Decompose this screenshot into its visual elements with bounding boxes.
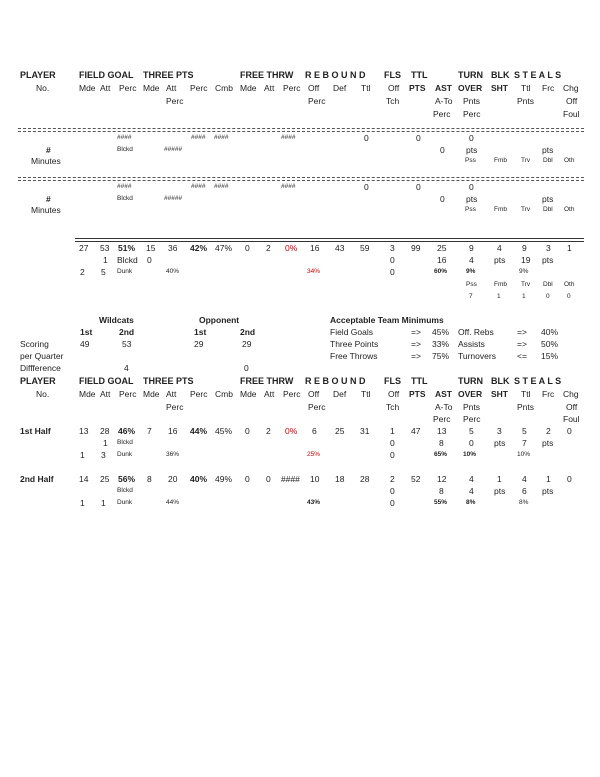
stat-cell: 0 [469,133,474,143]
stat-cell: ##### [164,146,183,153]
stat-cell: Opponent [199,315,240,325]
stat-cell: Off [566,96,578,106]
totals-line [75,241,584,242]
stat-cell: 0 [546,293,550,300]
stat-cell: 0% [285,426,298,436]
stat-cell: Foul [563,414,580,424]
stat-cell: #### [191,183,206,190]
stat-cell: Off. Rebs [458,327,494,337]
stat-cell: pts [466,145,478,155]
stat-cell: Trv [521,157,531,164]
stat-cell: Perc [119,389,137,399]
stat-cell: 25% [307,451,321,458]
stat-cell: Off [388,389,400,399]
stat-cell: pts [542,486,554,496]
stat-cell: Turnovers [458,351,496,361]
stat-cell: A-To [435,402,453,412]
stat-cell: THREE PTS [143,376,194,386]
stat-cell: No. [36,83,50,93]
stat-cell: 2nd Half [20,474,54,484]
stat-cell: 29 [194,339,204,349]
stat-cell: 27 [79,243,89,253]
stat-cell: 53 [100,243,110,253]
stat-cell: Def [333,83,347,93]
stat-cell: PLAYER [20,70,56,80]
stat-cell: Dunk [117,451,133,458]
stat-cell: Frc [542,83,555,93]
stat-cell: Diffference [20,363,61,373]
stat-cell: Perc [463,109,481,119]
stat-cell: 2 [80,267,85,277]
stat-cell: 5 [522,426,527,436]
stat-cell: SHT [491,389,508,399]
stat-cell: Perc [308,402,326,412]
stat-cell: Tch [386,96,400,106]
stat-cell: Perc [166,402,184,412]
stat-cell: 4 [469,474,474,484]
stat-cell: 0 [440,194,445,204]
stat-cell: 12 [437,474,447,484]
stat-cell: 13 [437,426,447,436]
stat-cell: 52 [411,474,421,484]
stat-cell: #### [214,134,229,141]
stat-cell: AST [435,389,452,399]
stat-cell: TTL [411,376,428,386]
stat-cell: 4 [469,255,474,265]
stat-cell: 1 [101,498,106,508]
stat-cell: PTS [409,389,426,399]
stat-cell: Blckd [117,146,133,153]
stat-cell: 10% [517,451,531,458]
stat-cell: Perc [308,96,326,106]
stat-cell: Off [566,402,578,412]
stat-cell: 8% [466,499,476,506]
stat-cell: R E B O U N D [305,376,366,386]
stat-cell: 25 [335,426,345,436]
stat-cell: 2 [390,474,395,484]
stat-cell: 19 [521,255,531,265]
stat-cell: Off [388,83,400,93]
stat-cell: 0 [567,426,572,436]
stat-cell: Fmb [494,157,507,164]
stat-cell: 0 [390,486,395,496]
stat-cell: Wildcats [99,315,134,325]
stat-cell: FLS [384,70,401,80]
stat-cell: TTL [411,70,428,80]
stat-cell: 7 [522,438,527,448]
stat-cell: 3 [497,426,502,436]
stat-cell: R E B O U N D [305,70,366,80]
stat-cell: Blckd [117,487,133,494]
stat-cell: pts [494,438,506,448]
stat-cell: 16 [310,243,320,253]
stat-cell: Oth [564,281,575,288]
stat-cell: 1 [390,426,395,436]
divider-line [18,128,584,129]
stat-cell: 1st [194,327,207,337]
stat-cell: 4 [522,474,527,484]
stat-cell: #### [191,134,206,141]
stat-cell: Perc [283,83,301,93]
stat-cell: Ttl [521,389,531,399]
stat-cell: Perc [433,414,451,424]
stat-cell: => [411,351,421,361]
stat-cell: 15% [541,351,559,361]
stat-cell: pts [542,145,554,155]
stat-cell: 2 [266,243,271,253]
stat-cell: 3 [546,243,551,253]
stat-cell: Perc [433,109,451,119]
stat-cell: #### [281,183,296,190]
stat-cell: 0% [285,243,298,253]
stat-cell: Att [166,83,177,93]
stat-cell: Dbl [543,157,553,164]
stat-cell: 60% [434,268,448,275]
stat-cell: Ttl [361,389,371,399]
stat-cell: 5 [101,267,106,277]
stat-cell: Acceptable Team Minimums [330,315,444,325]
stat-cell: Mde [79,389,96,399]
stat-cell: PLAYER [20,376,56,386]
stat-cell: 1 [497,474,502,484]
stat-cell: 0 [416,133,421,143]
stat-cell: Mde [79,83,96,93]
stat-cell: 5 [469,426,474,436]
stat-cell: 36 [168,243,178,253]
stat-cell: 0 [469,438,474,448]
stat-cell: 6 [312,426,317,436]
stat-cell: 28 [100,426,110,436]
stat-cell: 55% [434,499,448,506]
stat-cell: 42% [190,243,208,253]
stat-cell: 29 [242,339,252,349]
stat-cell: PTS [409,83,426,93]
stat-cell: 0 [440,145,445,155]
stat-cell: 3 [390,243,395,253]
stat-cell: 18 [335,474,345,484]
stat-cell: 8 [147,474,152,484]
stat-cell: Pnts [517,402,535,412]
stat-cell: Pss [465,157,476,164]
stat-cell: 7 [147,426,152,436]
stat-cell: 36% [166,451,180,458]
stat-cell: 10% [463,451,477,458]
stat-cell: 0 [390,498,395,508]
stat-cell: 0 [245,426,250,436]
stat-cell: 45% [215,426,233,436]
stat-cell: TURN [458,376,483,386]
stat-cell: Perc [190,389,208,399]
stat-cell: Scoring [20,339,49,349]
stat-cell: 0 [390,450,395,460]
stat-cell: Ttl [361,83,371,93]
stat-cell: Fmb [494,281,507,288]
stat-cell: Pss [466,281,477,288]
stat-cell: 0 [245,243,250,253]
stat-cell: FLS [384,376,401,386]
stat-cell: Fmb [494,206,507,213]
stat-cell: 43% [307,499,321,506]
stat-cell: 9% [519,268,529,275]
stat-cell: 51% [118,243,136,253]
stat-cell: 0 [390,255,395,265]
stat-cell: SHT [491,83,508,93]
stat-cell: 0 [364,182,369,192]
stat-cell: #### [117,183,132,190]
stat-cell: 0 [266,474,271,484]
totals-line [75,238,584,239]
stat-cell: 2nd [240,327,256,337]
stat-cell: 0 [245,474,250,484]
stat-cell: FREE THRW [240,70,294,80]
stat-cell: 47 [411,426,421,436]
stat-cell: 4 [124,363,129,373]
stat-cell: Perc [166,96,184,106]
stat-cell: Chg [563,389,579,399]
stat-cell: BLK [491,376,510,386]
stat-cell: 34% [307,268,321,275]
stat-cell: => [517,327,527,337]
stat-cell: pts [542,438,554,448]
divider-line [18,177,584,178]
stat-cell: 50% [541,339,559,349]
stat-cell: pts [494,486,506,496]
stat-cell: FIELD GOAL [79,376,134,386]
stat-cell: 2nd [119,327,135,337]
stat-cell: S T E A L S [514,376,562,386]
stat-cell: 9 [522,243,527,253]
stat-cell: #### [281,134,296,141]
stat-cell: OVER [458,389,483,399]
stat-cell: THREE PTS [143,70,194,80]
stat-cell: FREE THRW [240,376,294,386]
stat-cell: Off [308,389,320,399]
stat-cell: 1st [80,327,93,337]
stat-cell: 10 [310,474,320,484]
stat-cell: Blckd [117,195,133,202]
stat-cell: 6 [522,486,527,496]
stat-cell: 1 [103,438,108,448]
stat-cell: Cmb [215,389,233,399]
stat-cell: Dunk [117,268,133,275]
stat-cell: 1 [522,293,526,300]
stat-cell: Blckd [117,255,138,265]
stat-cell: 1 [567,243,572,253]
stat-cell: 16 [168,426,178,436]
stat-cell: 0 [469,182,474,192]
stat-cell: 40% [541,327,559,337]
stat-cell: Perc [190,83,208,93]
stat-cell: 1 [103,255,108,265]
stat-cell: 59 [360,243,370,253]
stat-cell: Mde [240,83,257,93]
stat-cell: 33% [432,339,450,349]
stat-cell: Mde [143,389,160,399]
divider-line [18,131,584,132]
stat-cell: BLK [491,70,510,80]
stat-cell: Mde [143,83,160,93]
stat-cell: 1 [80,450,85,460]
stat-cell: Three Points [330,339,379,349]
stat-cell: 0 [390,438,395,448]
stat-cell: Att [166,389,177,399]
stat-cell: Assists [458,339,485,349]
stat-cell: 0 [147,255,152,265]
stat-cell: pts [466,194,478,204]
stat-cell: # [46,145,51,155]
stat-cell: 4 [469,486,474,496]
stat-cell: 1 [80,498,85,508]
stat-cell: Att [264,389,275,399]
stat-cell: 0 [567,474,572,484]
stat-cell: Perc [119,83,137,93]
stat-cell: #### [214,183,229,190]
stat-cell: 14 [79,474,89,484]
stat-cell: 8 [439,486,444,496]
stat-cell: Free Throws [330,351,378,361]
stat-cell: 1 [497,293,501,300]
stat-cell: 4 [497,243,502,253]
stat-cell: ##### [164,195,183,202]
stat-cell: 49 [80,339,90,349]
stat-cell: Perc [283,389,301,399]
stat-cell: 25 [437,243,447,253]
stat-cell: 0 [244,363,249,373]
stat-cell: # [46,194,51,204]
stat-cell: #### [281,474,300,484]
stat-cell: 9 [469,243,474,253]
stat-cell: 15 [146,243,156,253]
stat-cell: Pss [465,206,476,213]
stat-cell: A-To [435,96,453,106]
stat-cell: 99 [411,243,421,253]
stat-cell: 40% [166,268,180,275]
stat-cell: Field Goals [330,327,373,337]
stat-cell: Blckd [117,439,133,446]
stat-cell: Oth [564,157,575,164]
stat-cell: pts [542,255,554,265]
stat-cell: => [411,327,421,337]
stat-cell: 0 [364,133,369,143]
stat-cell: Oth [564,206,575,213]
stat-cell: 13 [79,426,89,436]
stat-cell: 75% [432,351,450,361]
stat-cell: 7 [469,293,473,300]
stat-cell: 65% [434,451,448,458]
stat-cell: 45% [432,327,450,337]
stat-cell: 40% [190,474,208,484]
stat-cell: Cmb [215,83,233,93]
stat-cell: Pnts [463,96,481,106]
stat-cell: FIELD GOAL [79,70,134,80]
stat-cell: Dbl [543,281,553,288]
stat-cell: 25 [100,474,110,484]
stat-cell: TURN [458,70,483,80]
stat-cell: <= [517,351,527,361]
stat-cell: Att [264,83,275,93]
stat-cell: Pnts [463,402,481,412]
stat-cell: Dunk [117,499,133,506]
divider-line [18,180,584,181]
stat-cell: 44% [190,426,208,436]
stat-cell: OVER [458,83,483,93]
stat-cell: 8% [519,499,529,506]
stat-cell: Dbl [543,206,553,213]
stat-cell: 47% [215,243,233,253]
stat-cell: Perc [463,414,481,424]
stat-cell: 56% [118,474,136,484]
stat-cell: Att [100,83,111,93]
stat-cell: 43 [335,243,345,253]
stat-cell: 0 [416,182,421,192]
stat-cell: 1 [546,474,551,484]
stat-cell: 2 [266,426,271,436]
stat-cell: Att [100,389,111,399]
stat-cell: 46% [118,426,136,436]
stat-cell: 8 [439,438,444,448]
stat-cell: Chg [563,83,579,93]
stat-cell: 0 [567,293,571,300]
stat-cell: per Quarter [20,351,64,361]
stat-cell: 20 [168,474,178,484]
stat-cell: Minutes [31,205,61,215]
stat-cell: AST [435,83,452,93]
stat-cell: 9% [466,268,476,275]
stat-cell: Def [333,389,347,399]
stat-cell: => [411,339,421,349]
stat-cell: 0 [390,267,395,277]
stat-cell: 28 [360,474,370,484]
stat-cell: 31 [360,426,370,436]
stat-cell: 1st Half [20,426,51,436]
stat-cell: No. [36,389,50,399]
stat-cell: Minutes [31,156,61,166]
stat-cell: Trv [521,281,531,288]
stat-cell: 49% [215,474,233,484]
stat-cell: Frc [542,389,555,399]
stat-cell: 3 [101,450,106,460]
stat-cell: 53 [122,339,132,349]
stat-cell: S T E A L S [514,70,562,80]
stat-cell: 16 [437,255,447,265]
stat-cell: => [517,339,527,349]
stat-cell: Off [308,83,320,93]
stat-cell: Ttl [521,83,531,93]
stat-cell: Tch [386,402,400,412]
stat-cell: #### [117,134,132,141]
stat-cell: Foul [563,109,580,119]
stat-cell: Mde [240,389,257,399]
stat-cell: pts [542,194,554,204]
stat-cell: pts [494,255,506,265]
stat-cell: Pnts [517,96,535,106]
stat-cell: Trv [521,206,531,213]
stat-cell: 44% [166,499,180,506]
stat-cell: 2 [546,426,551,436]
